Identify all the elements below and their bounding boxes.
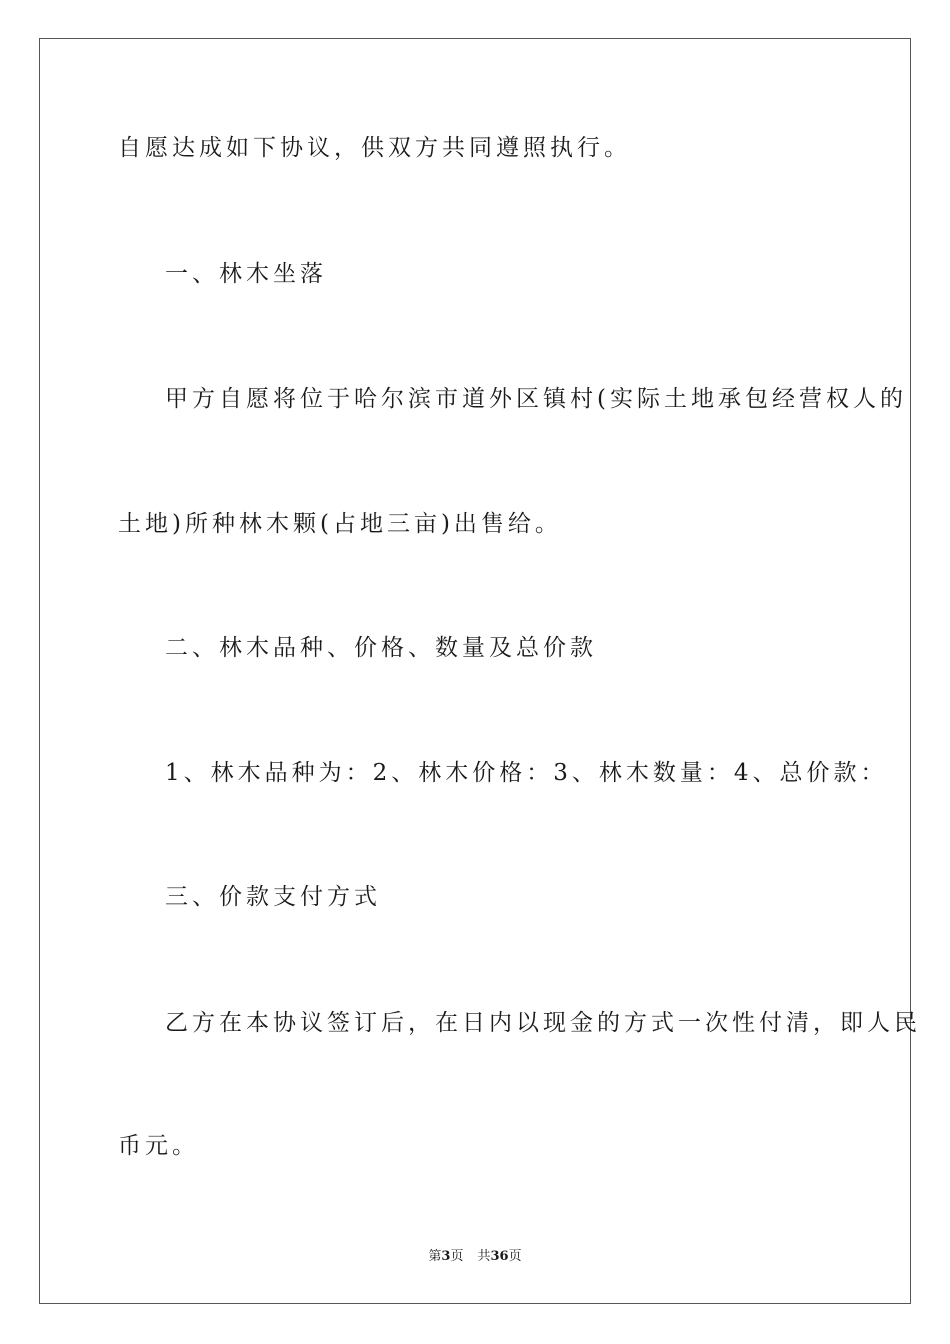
total-suffix: 页 [508,1249,522,1264]
paragraph-text: 币元。 [118,1133,199,1159]
page-footer [0,1248,950,1266]
total-pages: 36 [490,1249,509,1264]
section-heading-payment: 三、价款支付方式 [165,884,381,910]
page-suffix: 页 [450,1249,464,1264]
paragraph-text: 1、林木品种为：2、林木价格：3、林木数量：4、总价款： [165,760,888,786]
total-prefix: 共 [477,1249,491,1264]
page-border [39,38,911,1304]
page-number: 3 [441,1249,451,1264]
paragraph-text: 甲方自愿将位于哈尔滨市道外区镇村(实际土地承包经营权人的 [165,386,907,412]
section-heading-location: 一、林木坐落 [165,261,327,287]
paragraph-text: 乙方在本协议签订后，在日内以现金的方式一次性付清，即人民 [165,1010,921,1036]
section-heading-variety-price: 二、林木品种、价格、数量及总价款 [165,635,597,661]
page-prefix: 第 [428,1249,442,1264]
paragraph-text: 自愿达成如下协议，供双方共同遵照执行。 [118,135,631,161]
paragraph-text: 土地)所种林木颗(占地三亩)出售给。 [118,511,562,537]
